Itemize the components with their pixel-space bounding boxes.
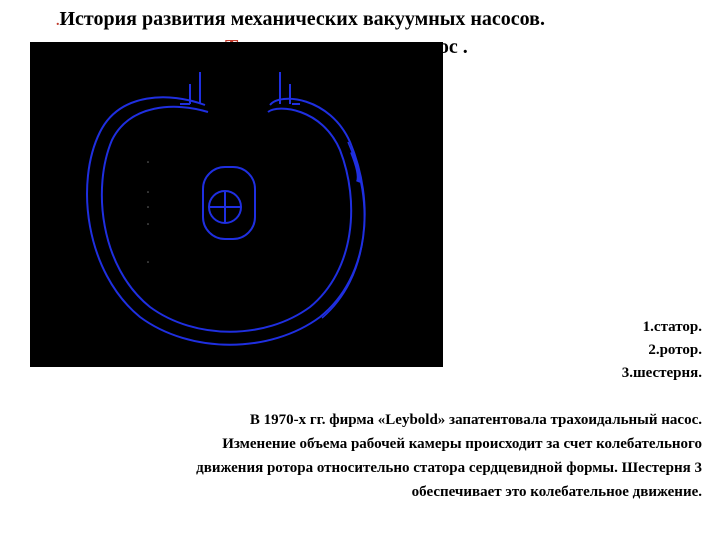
dot-2: [147, 191, 149, 193]
dot-3: [147, 206, 149, 208]
title-bullet: .: [56, 14, 60, 29]
trochoidal-pump-svg: [30, 42, 443, 367]
slide-subtitle-tail: [430, 36, 720, 59]
description-line-2: Изменение объема рабочей камеры происходит за счет колебательного: [222, 436, 702, 452]
gear-housing: [203, 167, 255, 239]
dot-1: [147, 161, 149, 163]
slide-title: [56, 8, 696, 31]
legend-item-stator: 1.статор.: [642, 319, 702, 335]
description: [18, 408, 702, 504]
legend-item-rotor: 2.ротор.: [648, 342, 702, 358]
description-line-4: обеспечивает это колебательное движение.: [411, 484, 702, 500]
rotor-outline: [102, 107, 351, 332]
description-line-1: В 1970-х гг. фирма «Leybold» запатентовала трахоидальный насос.: [249, 412, 702, 428]
dot-4: [147, 223, 149, 225]
rotor-highlight: [352, 152, 359, 182]
description-line-3: движения ротора относительно статора сердцевидной формы. Шестерня 3: [196, 460, 702, 476]
subtitle-tail-text: сос .: [430, 36, 468, 58]
title-text: История развития механических вакуумных насосов.: [59, 8, 545, 30]
legend: [622, 316, 702, 385]
pump-diagram: [30, 42, 443, 367]
legend-item-gear: 3.шестерня.: [621, 365, 702, 381]
dot-5: [147, 261, 149, 263]
